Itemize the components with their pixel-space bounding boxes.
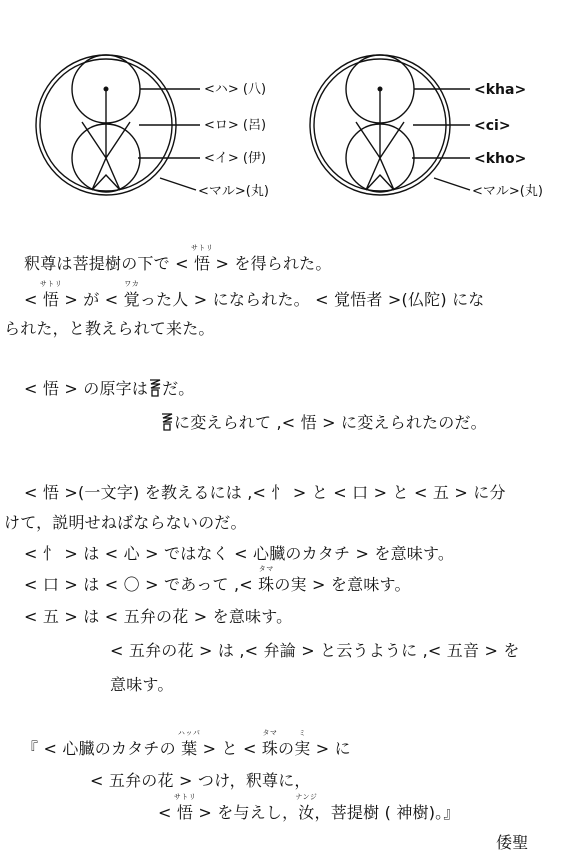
right-labels <box>474 82 526 167</box>
paragraph-14: < 五弁の花 > つけ，釈尊に， <box>90 771 311 790</box>
ruby-satori <box>173 793 197 824</box>
ruby-base: 悟 <box>193 254 211 273</box>
ruby-reading: タマ <box>258 565 274 573</box>
left-center-stem <box>82 89 130 190</box>
ruby-base: 悟 <box>176 803 194 822</box>
left-label-i: <イ> (伊) <box>204 151 267 166</box>
p1-text-a: 釈尊は菩提樹の下で < <box>24 254 194 273</box>
left-label-ro: <ロ> (呂) <box>204 118 267 133</box>
right-label-ci: <ci> <box>474 118 511 134</box>
ruby-base: 実 <box>294 739 311 758</box>
paragraph-5 <box>160 412 487 434</box>
ruby-reading: サトリ <box>190 244 214 252</box>
original-character-glyph <box>148 378 162 398</box>
right-label-kha: <kha> <box>474 82 527 98</box>
p2-text-c: った人 > になられた。 < 覚悟者 >(仏陀) にな <box>139 290 485 309</box>
ruby-reading: ミ <box>298 729 307 737</box>
paragraph-12: 意味す。 <box>110 675 174 694</box>
p15-text-c: ，菩提樹 ( 神樹)。』 <box>314 803 460 822</box>
p9-text-a: < 口 > は < 〇 > であって ,< <box>24 575 259 594</box>
paragraph-13 <box>22 729 351 760</box>
left-label-maru: <マル>(丸) <box>198 184 269 199</box>
ruby-base: 悟 <box>42 290 60 309</box>
ruby-waka <box>123 280 140 311</box>
ruby-tama <box>261 729 279 760</box>
ruby-reading: ワカ <box>124 280 140 288</box>
paragraph-7: けて，説明せねばならないのだ。 <box>4 513 247 532</box>
p2-text-a: < <box>24 290 43 309</box>
p2-text-b: > が < <box>59 290 124 309</box>
p4-text-b: だ。 <box>162 379 195 398</box>
ruby-tama <box>258 565 275 596</box>
ruby-base: 覚 <box>123 290 140 309</box>
ruby-base: 珠 <box>258 575 275 594</box>
p13-text-b: > と < <box>197 739 262 758</box>
paragraph-2 <box>24 280 485 311</box>
paragraph-4 <box>24 378 194 400</box>
signature: 倭聖 <box>496 833 529 852</box>
right-center-stem <box>356 89 404 190</box>
paragraph-1 <box>24 244 332 275</box>
ruby-satori <box>190 244 214 275</box>
paragraph-3: られた，と教えられて来た。 <box>4 319 215 338</box>
ruby-happa <box>177 729 201 760</box>
p13-text-a: 『 < 心臓のカタチの <box>22 739 182 758</box>
right-label-kho: <kho> <box>474 151 527 167</box>
original-character-glyph <box>160 412 174 432</box>
ruby-reading: サトリ <box>173 793 197 801</box>
p13-text-no: の <box>278 739 295 758</box>
ruby-reading: タマ <box>262 729 278 737</box>
ruby-base: 葉 <box>181 739 198 758</box>
ruby-reading: ナンジ <box>295 793 318 801</box>
paragraph-11: < 五弁の花 > は ,< 弁論 > と云うように ,< 五音 > を <box>110 641 520 660</box>
paragraph-15 <box>158 793 460 824</box>
right-label-maru: <マル>(丸) <box>472 184 543 199</box>
paragraph-8: < 忄 > は < 心 > ではなく < 心臓のカタチ > を意味す。 <box>24 544 455 563</box>
p4-text-a: < 悟 > の原字は <box>24 379 149 398</box>
p13-text-c: > に <box>310 739 351 758</box>
left-labels <box>198 82 269 199</box>
left-diagram <box>36 55 200 195</box>
ruby-reading: サトリ <box>39 280 63 288</box>
ruby-nanji <box>295 793 318 824</box>
p9-text-b: の実 > を意味す。 <box>274 575 411 594</box>
ruby-mi <box>294 729 311 760</box>
right-diagram <box>310 55 470 195</box>
p15-text-b: > を与えし， <box>193 803 299 822</box>
ruby-base: 珠 <box>261 739 279 758</box>
ruby-reading: ハッパ <box>177 729 201 737</box>
paragraph-6: < 悟 >(一文字) を教えるには ,< 忄 > と < 口 > と < 五 > に分 <box>24 483 506 502</box>
circle-diagrams <box>0 0 581 215</box>
p1-text-b: > を得られた。 <box>210 254 332 273</box>
p15-text-a: < <box>158 803 177 822</box>
left-label-ha: <ハ> (八) <box>204 82 267 97</box>
p5-text-b: に変えられて ,< 悟 > に変えられたのだ。 <box>174 413 487 432</box>
ruby-satori <box>39 280 63 311</box>
paragraph-10: < 五 > は < 五弁の花 > を意味す。 <box>24 607 293 626</box>
paragraph-9 <box>24 565 411 596</box>
ruby-base: 汝 <box>298 803 315 822</box>
